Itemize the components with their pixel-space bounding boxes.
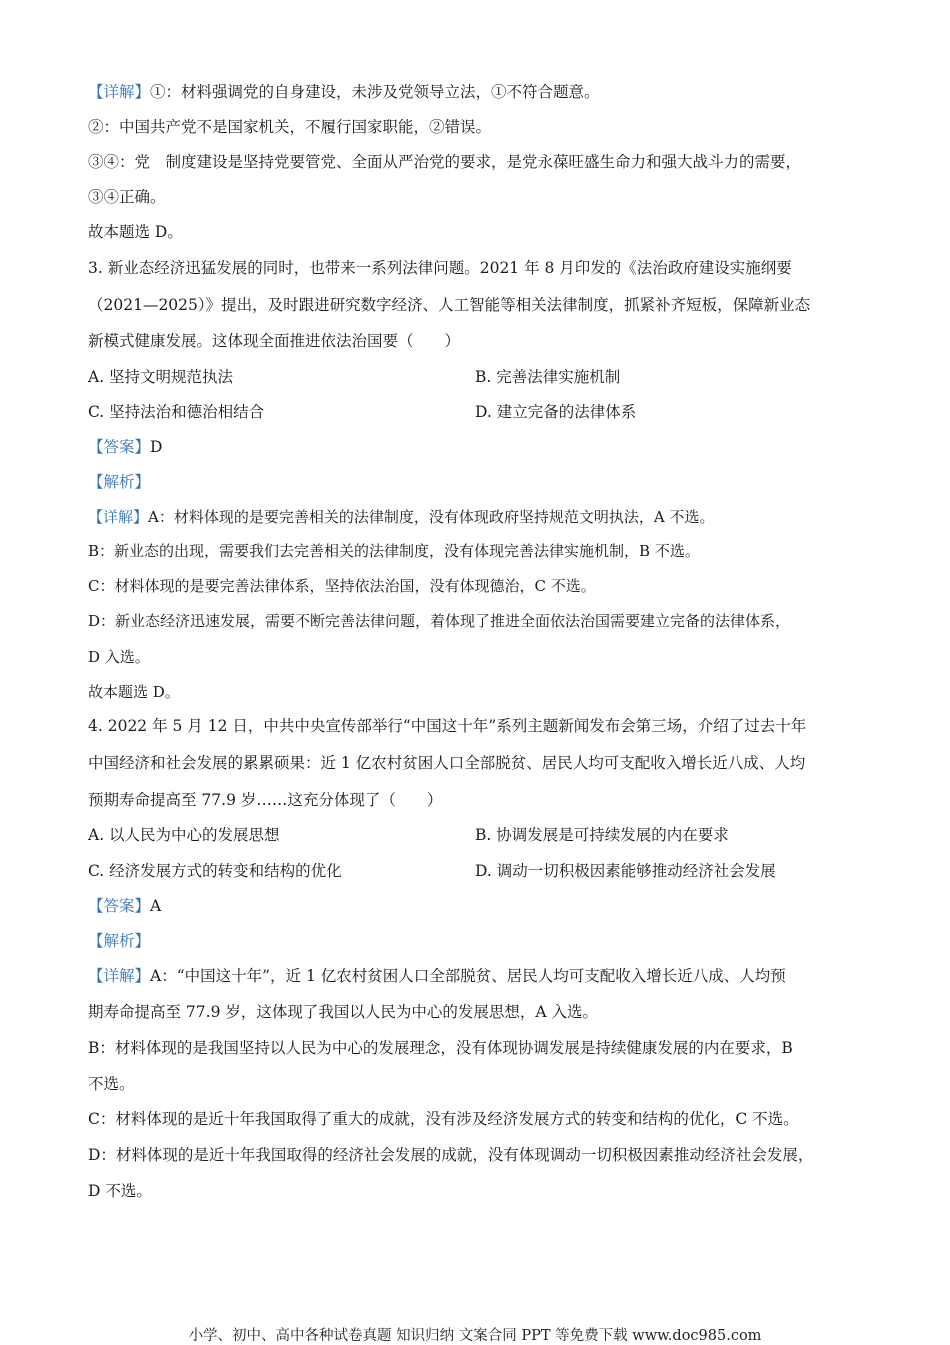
q4-detail-d-line-1: D：材料体现的是近十年我国取得的经济社会发展的成就，没有体现调动一切积极因素推动经济社会发展， (88, 1146, 814, 1164)
q3-option-b: B. 完善法律实施机制 (475, 368, 621, 386)
q2-detail-line-2: ②：中国共产党不是国家机关，不履行国家职能，②错误。 (88, 118, 492, 136)
q3-option-a: A. 坚持文明规范执法 (88, 368, 234, 386)
q4-detail-a-line-1 (88, 966, 786, 986)
q4-stem-line-3: 预期寿命提高至 77.9 岁……这充分体现了（ ） (88, 791, 443, 809)
q2-detail-line-1 (88, 82, 600, 102)
detail-tag: 【详解】 (88, 967, 151, 985)
answer-tag: 【答案】 (88, 438, 151, 456)
q2-conclusion: 故本题选 D。 (88, 223, 183, 241)
q4-detail-d-line-2: D 不选。 (88, 1182, 152, 1200)
q4-option-d: D. 调动一切积极因素能够推动经济社会发展 (475, 862, 776, 880)
answer-tag: 【答案】 (88, 897, 151, 915)
analysis-tag: 【解析】 (88, 473, 151, 491)
q3-detail-d-line-1: D：新业态经济迅速发展，需要不断完善法律问题，着体现了推进全面依法治国需要建立完备的法律体系， (88, 612, 791, 630)
analysis-tag: 【解析】 (88, 932, 151, 950)
q3-analysis (88, 472, 150, 492)
q4-answer-value: A (150, 897, 162, 915)
q3-answer (88, 437, 162, 457)
q3-detail-a (88, 507, 714, 527)
q4-stem-line-2: 中国经济和社会发展的累累硕果：近 1 亿农村贫困人口全部脱贫、居民人均可支配收入增长近八成、人均 (88, 754, 806, 772)
detail-tag: 【详解】 (88, 83, 151, 101)
q3-detail-a-text: A：材料体现的是要完善相关的法律制度，没有体现政府坚持规范文明执法，A 不选。 (148, 508, 715, 526)
page-footer: 小学、初中、高中各种试卷真题 知识归纳 文案合同 PPT 等免费下载 www.doc985.com (188, 1328, 762, 1344)
q2-detail-line-3: ③④：党 制度建设是坚持党要管党、全面从严治党的要求，是党永葆旺盛生命力和强大战斗力的需要， (88, 153, 802, 171)
q4-stem-line-1: 4. 2022 年 5 月 12 日，中共中央宣传部举行“中国这十年”系列主题新闻发布会第三场，介绍了过去十年 (88, 717, 807, 735)
q4-detail-b-line-1: B：材料体现的是我国坚持以人民为中心的发展理念，没有体现协调发展是持续健康发展的内在要求，B (88, 1039, 793, 1057)
q4-analysis (88, 931, 150, 951)
q4-answer (88, 896, 161, 916)
q3-option-c: C. 坚持法治和德治相结合 (88, 403, 265, 421)
q4-option-c: C. 经济发展方式的转变和结构的优化 (88, 862, 342, 880)
q3-stem-line-3: 新模式健康发展。这体现全面推进依法治国要（ ） (88, 332, 461, 350)
q2-detail-text: ①：材料强调党的自身建设，未涉及党领导立法，①不符合题意。 (150, 83, 600, 101)
q4-detail-a-line-2: 期寿命提高至 77.9 岁，这体现了我国以人民为中心的发展思想，A 入选。 (88, 1003, 598, 1021)
q3-detail-d-line-2: D 入选。 (88, 648, 150, 666)
q4-option-b: B. 协调发展是可持续发展的内在要求 (475, 826, 729, 844)
q4-detail-a-text: A：“中国这十年”，近 1 亿农村贫困人口全部脱贫、居民人均可支配收入增长近八成、人均预 (150, 967, 786, 985)
q3-detail-b: B：新业态的出现，需要我们去完善相关的法律制度，没有体现完善法律实施机制，B 不选。 (88, 542, 700, 560)
q2-detail-line-4: ③④正确。 (88, 188, 166, 206)
q3-answer-value: D (150, 438, 163, 456)
q3-stem-line-1: 3. 新业态经济迅猛发展的同时，也带来一系列法律问题。2021 年 8 月印发的《法治政府建设实施纲要 (88, 259, 792, 277)
q4-detail-b-line-2: 不选。 (88, 1075, 135, 1093)
q3-detail-c: C：材料体现的是要完善法律体系，坚持依法治国，没有体现德治，C 不选。 (88, 577, 596, 595)
q3-conclusion: 故本题选 D。 (88, 683, 180, 701)
q3-stem-line-2: （2021—2025）》提出，及时跟进研究数字经济、人工智能等相关法律制度，抓紧补齐短板，保障新业态 (88, 296, 811, 314)
q3-option-d: D. 建立完备的法律体系 (475, 403, 637, 421)
q4-option-a: A. 以人民为中心的发展思想 (88, 826, 280, 844)
q4-detail-c: C：材料体现的是近十年我国取得了重大的成就，没有涉及经济发展方式的转变和结构的优化，C 不选。 (88, 1110, 799, 1128)
detail-tag: 【详解】 (88, 508, 149, 526)
